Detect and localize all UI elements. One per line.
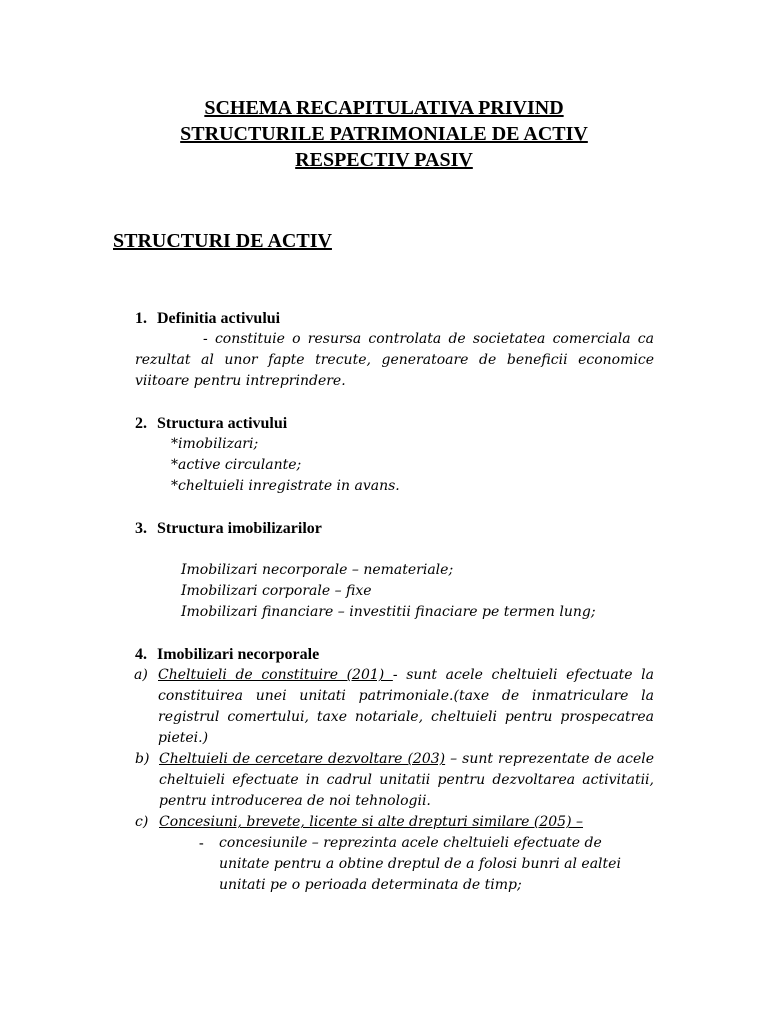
item-heading-text: Structura activului — [157, 415, 288, 432]
title-line-1: SCHEMA RECAPITULATIVA PRIVIND — [204, 97, 564, 119]
list-item: Imobilizari financiare – investitii finaciare pe termen lung; — [181, 604, 596, 620]
section-title: STRUCTURI DE ACTIV — [113, 230, 332, 252]
document-body — [135, 308, 654, 896]
sub-item-text — [158, 665, 654, 749]
sub-item-label: a) — [134, 667, 148, 683]
term: Concesiuni, brevete, licente si alte drepturi similare (205) – — [159, 814, 583, 830]
item-heading-text: Structura imobilizarilor — [157, 520, 322, 537]
list-item: Imobilizari necorporale – nemateriale; — [181, 562, 454, 578]
sub-item-label: b) — [135, 751, 150, 767]
item-heading-text: Definitia activului — [157, 310, 281, 327]
item-number: 4. — [135, 646, 147, 663]
sub-item-label: c) — [135, 814, 149, 830]
sub-bullet-text: concesiunile – reprezinta acele cheltuieli efectuate de unitate pentru a obtine dreptul de a folosi bunri al ealtei unitati pe o perioada determinata de timp; — [219, 835, 621, 893]
title-line-2: STRUCTURILE PATRIMONIALE DE ACTIV — [180, 123, 588, 145]
list-item: *active circulante; — [171, 457, 302, 473]
term: Cheltuieli de cercetare dezvoltare (203) — [159, 751, 446, 767]
definition: - sunt acele cheltuieli efectuate la constituirea unei unitati patrimoniale.(taxe de inmatriculare la registrul comertului, taxe notariale, cheltuieli pentru prospecatrea pietei.) — [158, 667, 655, 746]
item-3-heading — [135, 518, 654, 539]
sub-item-c — [135, 812, 654, 833]
sub-item-a — [134, 665, 654, 749]
title-line-3: RESPECTIV PASIV — [295, 149, 473, 171]
item-1-heading — [135, 308, 654, 329]
list-item: *imobilizari; — [171, 436, 259, 452]
list-item: *cheltuieli inregistrate in avans. — [171, 478, 400, 494]
item-number: 1. — [135, 310, 147, 327]
term: Cheltuieli de constituire (201) — [158, 667, 393, 683]
dash-bullet: - — [199, 836, 204, 851]
item-number: 3. — [135, 520, 147, 537]
item-number: 2. — [135, 415, 147, 432]
sub-bullet — [135, 833, 654, 896]
sub-item-b — [135, 749, 654, 812]
list-item: Imobilizari corporale – fixe — [181, 583, 372, 599]
item-heading-text: Imobilizari necorporale — [157, 646, 320, 663]
definition: – sunt reprezentate de acele cheltuieli efectuate in cadrul unitatii pentru dezvoltarea activitatii, pentru introducerea de noi tehnologii. — [159, 751, 655, 809]
document-title — [60, 95, 708, 173]
item-4-heading — [135, 644, 654, 665]
item-2-heading — [135, 413, 654, 434]
sub-item-text — [159, 812, 654, 833]
sub-item-text — [159, 749, 654, 812]
item-1-text: - constituie o resursa controlata de societatea comerciala ca rezultat al unor fapte trecute, generatoare de beneficii economice viitoare pentru intreprindere. — [135, 331, 654, 389]
